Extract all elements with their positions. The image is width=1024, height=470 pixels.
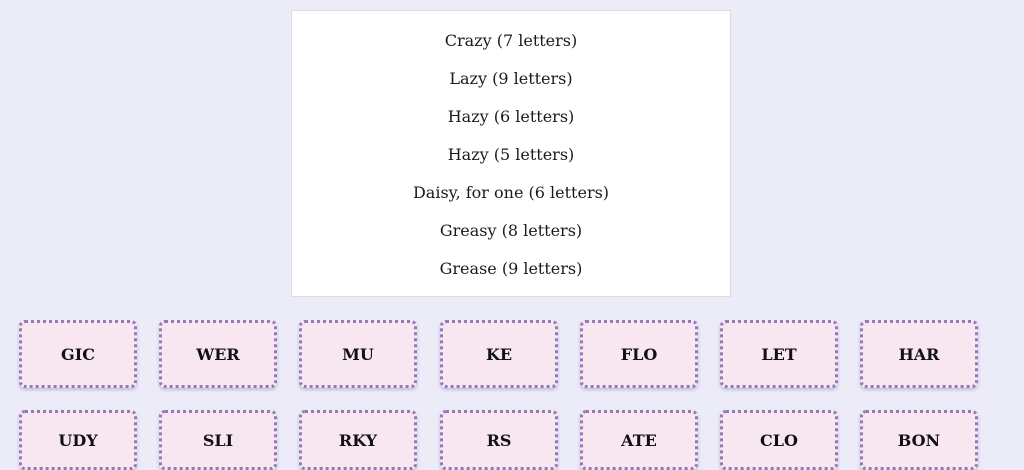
clue-1: Crazy (7 letters) (444, 31, 578, 50)
clue-6: Greasy (8 letters) (439, 221, 583, 240)
tile-har[interactable]: HAR (860, 320, 978, 388)
tile-sli[interactable]: SLI (159, 410, 277, 470)
clue-5: Daisy, for one (6 letters) (412, 183, 610, 202)
tile-mu[interactable]: MU (299, 320, 417, 388)
tile-wer[interactable]: WER (159, 320, 277, 388)
tile-ke[interactable]: KE (440, 320, 558, 388)
tile-clo[interactable]: CLO (720, 410, 838, 470)
tile-rs[interactable]: RS (440, 410, 558, 470)
clue-7: Grease (9 letters) (439, 259, 583, 278)
tile-rky[interactable]: RKY (299, 410, 417, 470)
tile-flo[interactable]: FLO (580, 320, 698, 388)
tile-udy[interactable]: UDY (19, 410, 137, 470)
clue-3: Hazy (6 letters) (447, 107, 575, 126)
tile-ate[interactable]: ATE (580, 410, 698, 470)
tile-bon[interactable]: BON (860, 410, 978, 470)
clue-4: Hazy (5 letters) (447, 145, 575, 164)
clue-2: Lazy (9 letters) (449, 69, 573, 88)
clue-panel (291, 10, 731, 297)
tile-gic[interactable]: GIC (19, 320, 137, 388)
tile-let[interactable]: LET (720, 320, 838, 388)
